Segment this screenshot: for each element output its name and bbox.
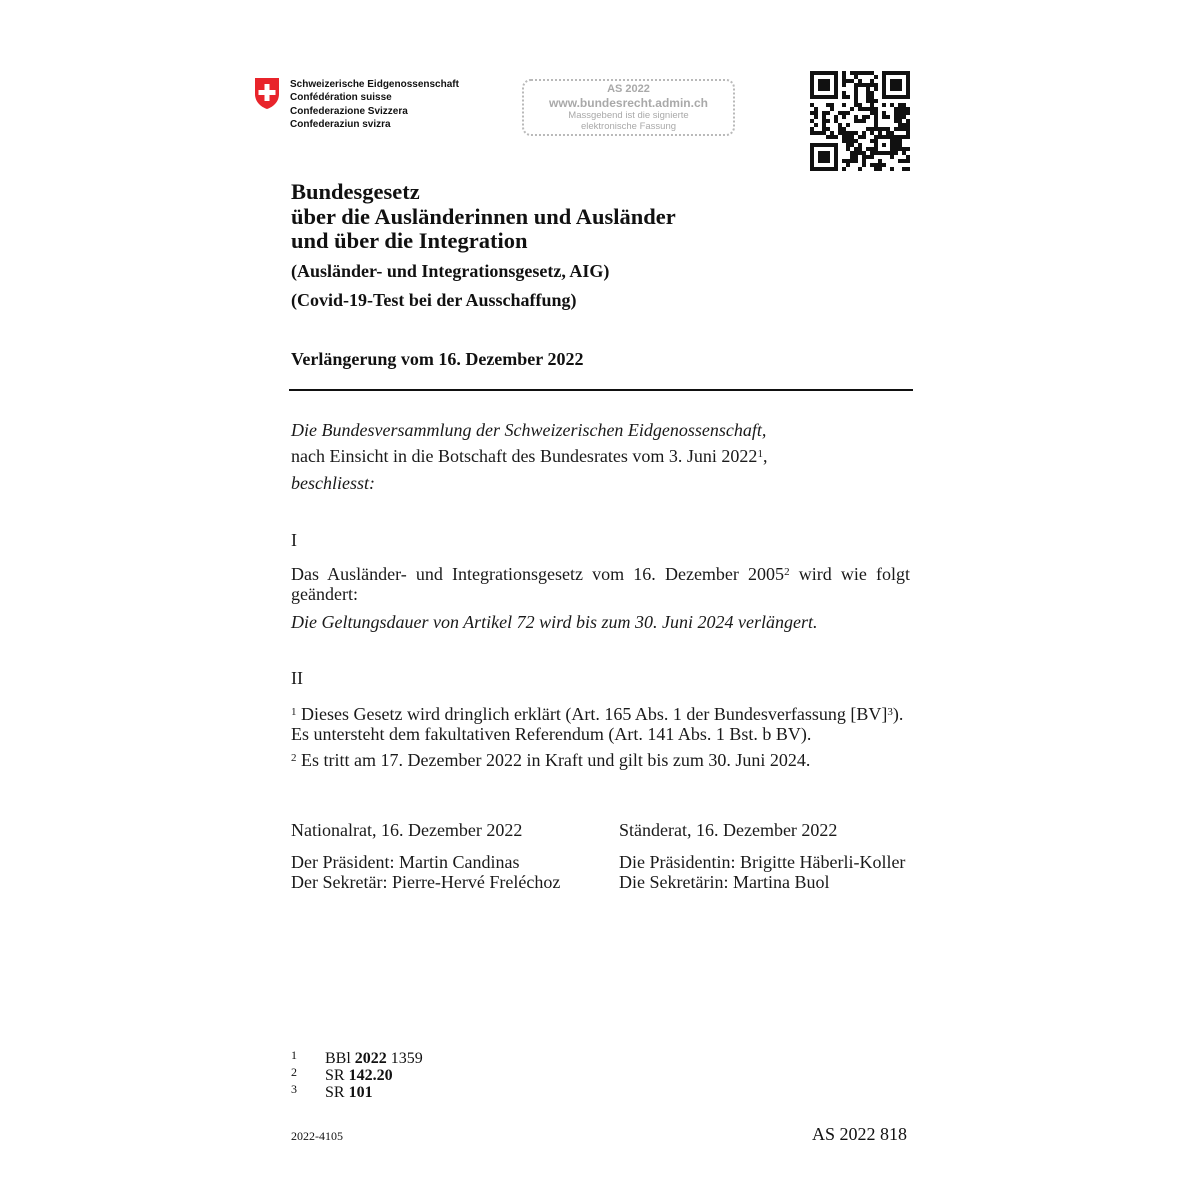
section-1-text — [291, 564, 910, 604]
section-1-text-b: wird wie folgt geändert: — [291, 564, 910, 604]
paragraph-1-text-b: ). — [892, 704, 904, 724]
stamp-collection: AS 2022 — [607, 83, 650, 95]
signature-left-president: Der Präsident: Martin Candinas — [291, 852, 520, 872]
title-line-3: und über die Integration — [291, 228, 528, 253]
footnote-3 — [291, 1081, 373, 1101]
qr-code-icon — [810, 71, 910, 171]
signature-left-secretary: Der Sekretär: Pierre-Hervé Freléchoz — [291, 872, 561, 892]
section-2-paragraph-2 — [291, 750, 810, 770]
preamble-resolves: beschliesst: — [291, 473, 375, 493]
confederation-line-fr: Confédération suisse — [290, 92, 392, 104]
footnote-ref-1: 1 — [757, 448, 763, 460]
preamble-insight — [291, 446, 767, 466]
footnote-2-prefix: SR — [325, 1067, 349, 1084]
title-line-1: Bundesgesetz — [291, 179, 420, 204]
title-line-2: über die Ausländerinnen und Ausländer — [291, 203, 676, 229]
section-1-amendment: Die Geltungsdauer von Artikel 72 wird bis zum 30. Juni 2024 verlängert. — [291, 612, 818, 632]
topic-title: (Covid-19-Test bei der Ausschaffung) — [291, 290, 577, 310]
confederation-line-it: Confederazione Svizzera — [290, 105, 408, 117]
paragraph-1-number: 1 — [291, 706, 297, 718]
stamp-note-2: elektronische Fassung — [580, 121, 677, 132]
confederation-name — [290, 78, 459, 131]
publication-stamp — [522, 79, 735, 136]
footnote-3-prefix: SR — [325, 1084, 349, 1101]
law-title — [291, 180, 676, 254]
footnote-2-bold: 142.20 — [348, 1067, 393, 1084]
footnote-1-bold: 2022 — [354, 1050, 387, 1067]
paragraph-2-text: Es tritt am 17. Dezember 2022 in Kraft und gilt bis zum 30. Juni 2024. — [296, 750, 811, 770]
preamble-insight-end: , — [762, 446, 768, 466]
footnote-2-number: 2 — [291, 1065, 297, 1079]
document-id: 2022-4105 — [291, 1129, 343, 1143]
swiss-flag-icon — [252, 77, 282, 110]
footnote-3-number: 3 — [291, 1082, 297, 1096]
section-2-numeral: II — [291, 668, 303, 688]
short-title: (Ausländer- und Integrationsgesetz, AIG) — [291, 261, 610, 281]
footnote-ref-2: 2 — [784, 566, 790, 578]
stamp-url: www.bundesrecht.admin.ch — [549, 96, 708, 110]
stamp-note-1: Massgebend ist die signierte — [568, 110, 689, 121]
section-1-text-a: Das Ausländer- und Integrationsgesetz vom 16. Dezember 2005 — [291, 564, 785, 584]
title-divider — [289, 389, 913, 391]
amendment-title: Verlängerung vom 16. Dezember 2022 — [291, 349, 584, 369]
footnote-1-number: 1 — [291, 1048, 297, 1062]
footnote-3-bold: 101 — [348, 1084, 373, 1101]
confederation-line-de: Schweizerische Eidgenossenschaft — [290, 79, 459, 90]
signature-right-president: Die Präsidentin: Brigitte Häberli-Koller — [619, 852, 906, 872]
paragraph-2-number: 2 — [291, 752, 297, 764]
footnote-1-prefix: BBl — [325, 1050, 355, 1067]
section-2-paragraph-1 — [291, 704, 903, 744]
footnote-ref-3: 3 — [887, 706, 893, 718]
preamble-assembly: Die Bundesversammlung der Schweizerischen Eidgenossenschaft, — [291, 420, 767, 440]
paragraph-1-text-a: Dieses Gesetz wird dringlich erklärt (Art. 165 Abs. 1 der Bundesverfassung [BV] — [296, 704, 888, 724]
signature-right-council: Ständerat, 16. Dezember 2022 — [619, 820, 838, 840]
section-1-numeral: I — [291, 530, 297, 550]
preamble-insight-text: nach Einsicht in die Botschaft des Bundesrates vom 3. Juni 2022 — [291, 446, 758, 466]
signature-right-secretary: Die Sekretärin: Martina Buol — [619, 872, 830, 892]
signature-left-council: Nationalrat, 16. Dezember 2022 — [291, 820, 523, 840]
page-reference: AS 2022 818 — [812, 1124, 908, 1144]
confederation-line-rm: Confederaziun svizra — [290, 118, 391, 130]
paragraph-1-line-2: Es untersteht dem fakultativen Referendum (Art. 141 Abs. 1 Bst. b BV). — [291, 724, 812, 744]
footnote-1-suffix: 1359 — [386, 1050, 423, 1067]
